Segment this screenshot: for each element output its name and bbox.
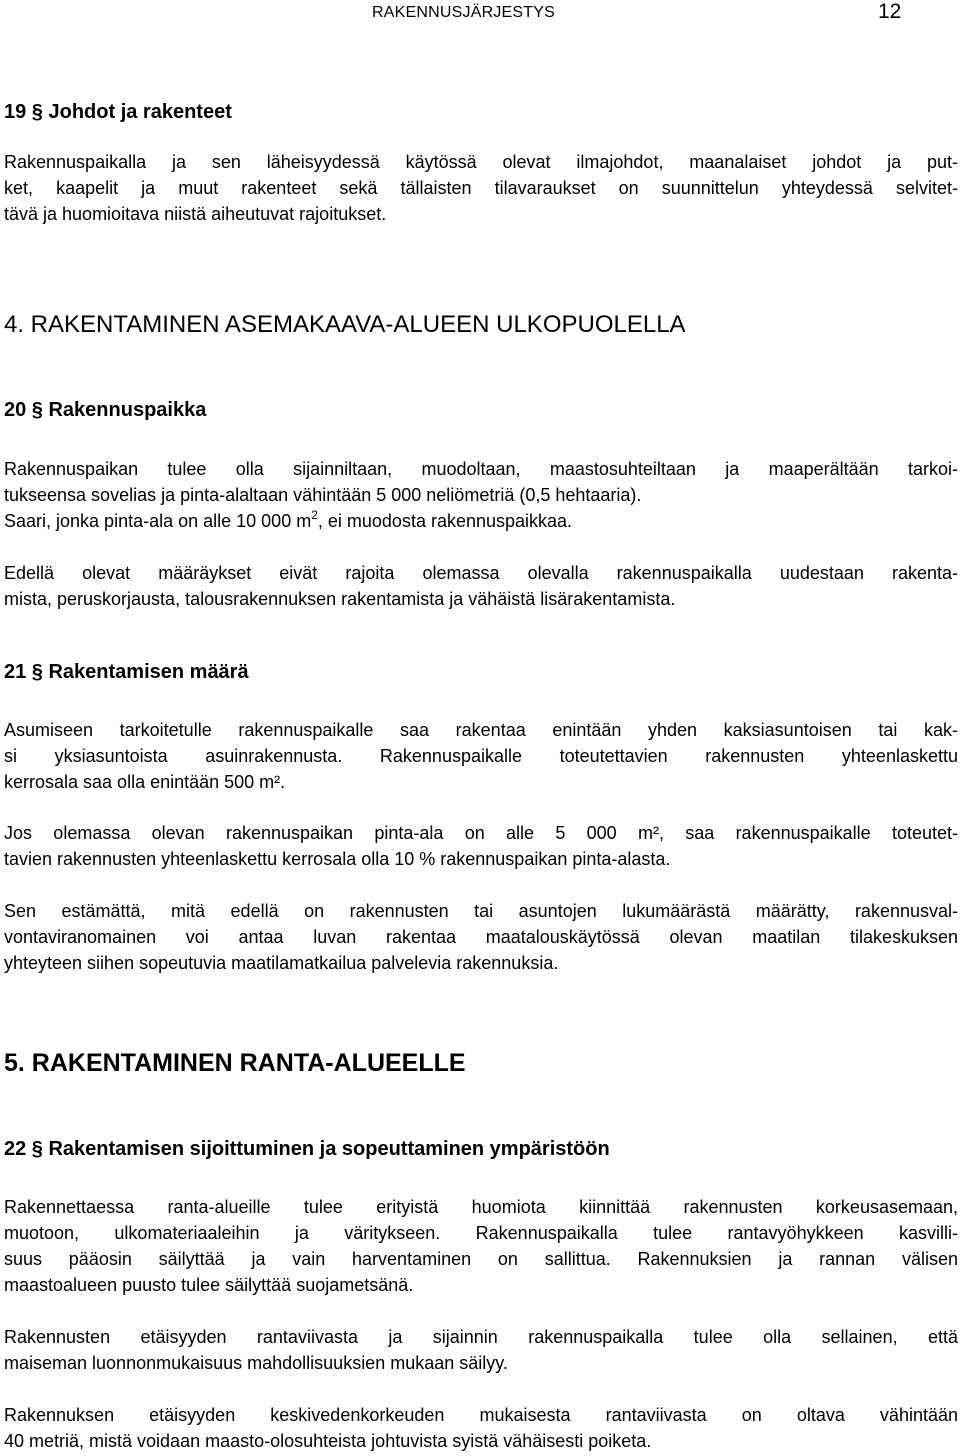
text-line: Rakennuspaikalla ja sen läheisyydessä käytössä olevat ilmajohdot, maanalaiset johdot ja put- <box>4 152 958 172</box>
text-line: mista, peruskorjausta, talousrakennuksen rakentamista ja vähäistä lisärakentamista. <box>4 589 676 609</box>
text-line: muotoon, ulkomateriaaleihin ja väritykseen. Rakennuspaikalla tulee rantavyöhykkeen kasvilli- <box>4 1223 958 1243</box>
section-21-paragraph-2 <box>4 820 958 872</box>
section-22-paragraph-2 <box>4 1324 958 1376</box>
section-19-heading: 19 § Johdot ja rakenteet <box>4 101 232 123</box>
section-22-paragraph-3 <box>4 1402 958 1454</box>
text-line: 40 metriä, mistä voidaan maasto-olosuhteista johtuvista syistä vähäisesti poiketa. <box>4 1431 652 1451</box>
chapter-4-title: 4. RAKENTAMINEN ASEMAKAAVA-ALUEEN ULKOPUOLELLA <box>4 311 686 338</box>
text-line: Rakennuspaikan tulee olla sijainniltaan, muodoltaan, maastosuhteiltaan ja maaperältään tarkoi- <box>4 459 958 479</box>
text-line: Rakennettaessa ranta-alueille tulee erityistä huomiota kiinnittää rakennusten korkeusasemaan, <box>4 1197 958 1217</box>
section-20-paragraph-1 <box>4 456 958 534</box>
text-line: vontaviranomainen voi antaa luvan rakentaa maatalouskäytössä olevan maatilan tilakeskuksen <box>4 927 958 947</box>
text-line: Rakennuksen etäisyyden keskivedenkorkeuden mukaisesta rantaviivasta on oltava vähintään <box>4 1405 958 1425</box>
text-line: Rakennusten etäisyyden rantaviivasta ja sijainnin rakennuspaikalla tulee olla sellainen, että <box>4 1327 958 1347</box>
chapter-5-title: 5. RAKENTAMINEN RANTA-ALUEELLE <box>4 1049 466 1077</box>
text-fragment: Saari, jonka pinta-ala on alle 10 000 m <box>4 511 312 531</box>
text-line: tukseensa sovelias ja pinta-alaltaan vähintään 5 000 neliömetriä (0,5 hehtaaria). <box>4 485 642 505</box>
text-line: Edellä olevat määräykset eivät rajoita olemassa olevalla rakennuspaikalla uudestaan rakenta- <box>4 563 958 583</box>
section-22-heading: 22 § Rakentamisen sijoittuminen ja sopeuttaminen ympäristöön <box>4 1138 610 1160</box>
text-line: Sen estämättä, mitä edellä on rakennusten tai asuntojen lukumäärästä määrätty, rakennusval- <box>4 901 958 921</box>
section-20-paragraph-2 <box>4 560 958 612</box>
text-line: Jos olemassa olevan rakennuspaikan pinta-ala on alle 5 000 m², saa rakennuspaikalle toteutet- <box>4 823 958 843</box>
text-line: maastoalueen puusto tulee säilyttää suojametsänä. <box>4 1275 414 1295</box>
text-line: suus pääosin säilyttää ja vain harventaminen on sallittua. Rakennuksien ja rannan välisen <box>4 1249 958 1269</box>
superscript: 2 <box>311 508 318 522</box>
text-line: Asumiseen tarkoitetulle rakennuspaikalle saa rakentaa enintään yhden kaksiasuntoisen tai kak- <box>4 720 958 740</box>
text-line: tävä ja huomioitava niistä aiheutuvat rajoitukset. <box>4 204 387 224</box>
section-20-heading: 20 § Rakennuspaikka <box>4 399 207 421</box>
section-21-paragraph-1 <box>4 717 958 795</box>
text-line: si yksiasuntoista asuinrakennusta. Rakennuspaikalle toteutettavien rakennusten yhteenlaskettu <box>4 746 958 766</box>
text-line: kerrosala saa olla enintään 500 m². <box>4 772 286 792</box>
text-line: maiseman luonnonmukaisuus mahdollisuuksien mukaan säilyy. <box>4 1353 508 1373</box>
section-21-paragraph-3 <box>4 898 958 976</box>
running-header-title: RAKENNUSJÄRJESTYS <box>372 4 555 21</box>
page-number: 12 <box>878 0 902 23</box>
text-line: yhteyteen siihen sopeutuvia maatilamatkailua palvelevia rakennuksia. <box>4 953 559 973</box>
text-line-with-superscript <box>4 508 958 534</box>
text-line: ket, kaapelit ja muut rakenteet sekä tällaisten tilavaraukset on suunnittelun yhteydessä selvitet- <box>4 178 958 198</box>
section-19-paragraph <box>4 149 958 227</box>
section-21-heading: 21 § Rakentamisen määrä <box>4 661 249 683</box>
section-22-paragraph-1 <box>4 1194 958 1298</box>
text-fragment: , ei muodosta rakennuspaikkaa. <box>317 511 573 531</box>
text-line: tavien rakennusten yhteenlaskettu kerrosala olla 10 % rakennuspaikan pinta-alasta. <box>4 849 671 869</box>
